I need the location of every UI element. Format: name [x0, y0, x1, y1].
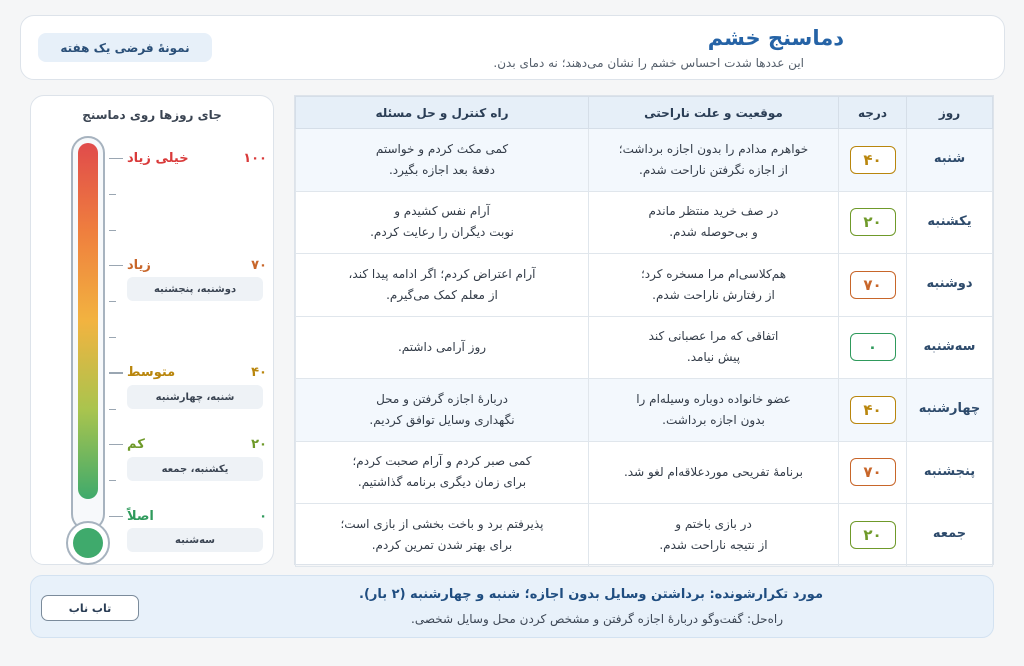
weekly-anger-table — [294, 95, 994, 565]
level-name: اصلاً — [127, 508, 154, 524]
degree-badge: ۲۰ — [850, 521, 896, 549]
degree-badge: ۴۰ — [850, 396, 896, 424]
thermometer-title: جای روزها روی دماسنج — [82, 108, 222, 122]
coping-line: دربارهٔ اجازه گرفتن و محل — [376, 391, 508, 406]
row-coping — [296, 254, 589, 317]
row-day: شنبه — [907, 129, 993, 192]
row-degree-cell — [839, 191, 907, 254]
row-degree-cell — [839, 254, 907, 317]
row-situation — [589, 191, 839, 254]
header-coping: راه کنترل و حل مسئله — [296, 97, 589, 129]
level-value: ۲۰ — [251, 436, 267, 452]
table-row — [296, 129, 993, 192]
coping-line: نوبت دیگران را رعایت کردم. — [370, 225, 514, 240]
row-coping — [296, 504, 589, 567]
situation-line: اتفاقی که مرا عصبانی کند — [648, 329, 779, 344]
row-coping — [296, 379, 589, 442]
coping-line: آرام نفس کشیدم و — [394, 204, 490, 219]
situation-line: از نتیجه ناراحت شدم. — [659, 537, 768, 552]
print-button[interactable]: تاب ناب — [41, 595, 139, 621]
row-degree-cell — [839, 504, 907, 567]
row-day: یکشنبه — [907, 191, 993, 254]
page-title: دماسنج خشم — [707, 26, 844, 50]
situation-line: و بی‌حوصله شدم. — [669, 225, 758, 240]
level-high-days: دوشنبه، پنجشنبه — [127, 277, 263, 301]
row-degree-cell — [839, 129, 907, 192]
level-medium — [127, 362, 267, 382]
minor-tick — [109, 194, 116, 195]
degree-badge: ۰ — [850, 333, 896, 361]
level-low-days: یکشنبه، جمعه — [127, 457, 263, 481]
situation-line: از رفتارش ناراحت شدم. — [652, 287, 775, 302]
situation-line: از اجازه نگرفتن ناراحت شدم. — [639, 162, 788, 177]
row-coping — [296, 441, 589, 504]
row-coping — [296, 129, 589, 192]
row-coping — [296, 316, 589, 379]
minor-tick — [109, 480, 116, 481]
thermometer-panel — [30, 95, 274, 565]
situation-line: پیش نیامد. — [686, 350, 741, 365]
level-medium-days: شنبه، چهارشنبه — [127, 385, 263, 409]
minor-tick — [109, 337, 116, 338]
coping-line: نگهداری وسایل توافق کردیم. — [369, 412, 515, 427]
minor-tick — [109, 230, 116, 231]
row-day: دوشنبه — [907, 254, 993, 317]
row-situation — [589, 379, 839, 442]
level-name: متوسط — [127, 364, 176, 380]
major-tick — [109, 265, 123, 266]
header-day: روز — [907, 97, 993, 129]
header-situation: موقعیت و علت ناراحتی — [589, 97, 839, 129]
row-situation — [589, 441, 839, 504]
degree-badge: ۲۰ — [850, 208, 896, 236]
minor-tick — [109, 409, 116, 410]
page-subtitle: این عددها شدت احساس خشم را نشان می‌دهند؛ نه دمای بدن. — [493, 56, 804, 70]
situation-line: خواهرم مدادم را بدون اجازه برداشت؛ — [618, 141, 809, 156]
row-day: چهارشنبه — [907, 379, 993, 442]
row-degree-cell — [839, 441, 907, 504]
level-none — [127, 506, 267, 526]
row-situation — [589, 129, 839, 192]
coping-line: از معلم کمک می‌گیرم. — [386, 287, 498, 302]
major-tick — [109, 444, 123, 445]
coping-line: کمی صبر کردم و آرام صحبت کردم؛ — [352, 454, 532, 469]
level-value: ۰ — [259, 508, 267, 524]
situation-line: در بازی باختم و — [675, 516, 752, 531]
level-name: کم — [127, 436, 145, 452]
row-situation — [589, 254, 839, 317]
situation-line: در صف خرید منتظر ماندم — [648, 204, 779, 219]
minor-tick — [109, 301, 116, 302]
situation-line: هم‌کلاسی‌ام مرا مسخره کرد؛ — [640, 266, 787, 281]
level-very-high — [127, 148, 267, 168]
coping-line: برای بهتر شدن تمرین کردم. — [371, 537, 513, 552]
coping-line: پذیرفتم برد و باخت بخشی از بازی است؛ — [340, 516, 544, 531]
situation-line: برنامهٔ تفریحی موردعلاقه‌ام لغو شد. — [623, 464, 804, 479]
situation-line: بدون اجازه برداشت. — [662, 412, 765, 427]
row-day: پنجشنبه — [907, 441, 993, 504]
table-row — [296, 254, 993, 317]
table-header-row — [296, 97, 993, 129]
level-value: ۷۰ — [251, 257, 267, 273]
level-name: خیلی زیاد — [127, 150, 189, 166]
thermometer-tube — [71, 136, 105, 531]
header-degree: درجه — [839, 97, 907, 129]
level-value: ۴۰ — [251, 364, 267, 380]
table-row — [296, 504, 993, 567]
coping-line: آرام اعتراض کردم؛ اگر ادامه پیدا کند، — [348, 266, 536, 281]
row-degree-cell — [839, 316, 907, 379]
recurring-issue: مورد تکرارشونده: برداشتن وسایل بدون اجازه؛ شنبه و چهارشنبه (۲ بار). — [359, 587, 823, 602]
degree-badge: ۴۰ — [850, 146, 896, 174]
thermometer-fill — [78, 143, 98, 499]
degree-badge: ۷۰ — [850, 458, 896, 486]
level-name: زیاد — [127, 257, 151, 273]
coping-line: روز آرامی داشتم. — [397, 339, 487, 354]
level-none-days: سه‌شنبه — [127, 528, 263, 552]
row-day: سه‌شنبه — [907, 316, 993, 379]
table-body — [296, 129, 993, 567]
level-low — [127, 434, 267, 454]
sample-week-badge: نمونهٔ فرضی یک هفته — [38, 33, 212, 62]
coping-line: کمی مکث کردم و خواستم — [375, 141, 509, 156]
major-tick — [109, 516, 123, 517]
degree-badge: ۷۰ — [850, 271, 896, 299]
major-tick — [109, 373, 123, 374]
situation-line: عضو خانواده دوباره وسیله‌ام را — [636, 391, 791, 406]
page-header — [20, 15, 1005, 80]
row-situation — [589, 316, 839, 379]
row-degree-cell — [839, 379, 907, 442]
table-row — [296, 379, 993, 442]
level-high — [127, 255, 267, 275]
row-coping — [296, 191, 589, 254]
thermometer-bulb — [66, 521, 110, 565]
table-row — [296, 441, 993, 504]
table-row — [296, 191, 993, 254]
major-tick — [109, 372, 123, 373]
solution-text: راه‌حل: گفت‌وگو دربارهٔ اجازه گرفتن و مشخص کردن محل وسایل شخصی. — [411, 612, 783, 626]
coping-line: برای زمان دیگری برنامه گذاشتیم. — [357, 475, 527, 490]
summary-footer — [30, 575, 994, 638]
level-value: ۱۰۰ — [243, 150, 267, 166]
row-situation — [589, 504, 839, 567]
coping-line: دفعهٔ بعد اجازه بگیرد. — [388, 162, 496, 177]
table-row — [296, 316, 993, 379]
row-day: جمعه — [907, 504, 993, 567]
major-tick — [109, 158, 123, 159]
